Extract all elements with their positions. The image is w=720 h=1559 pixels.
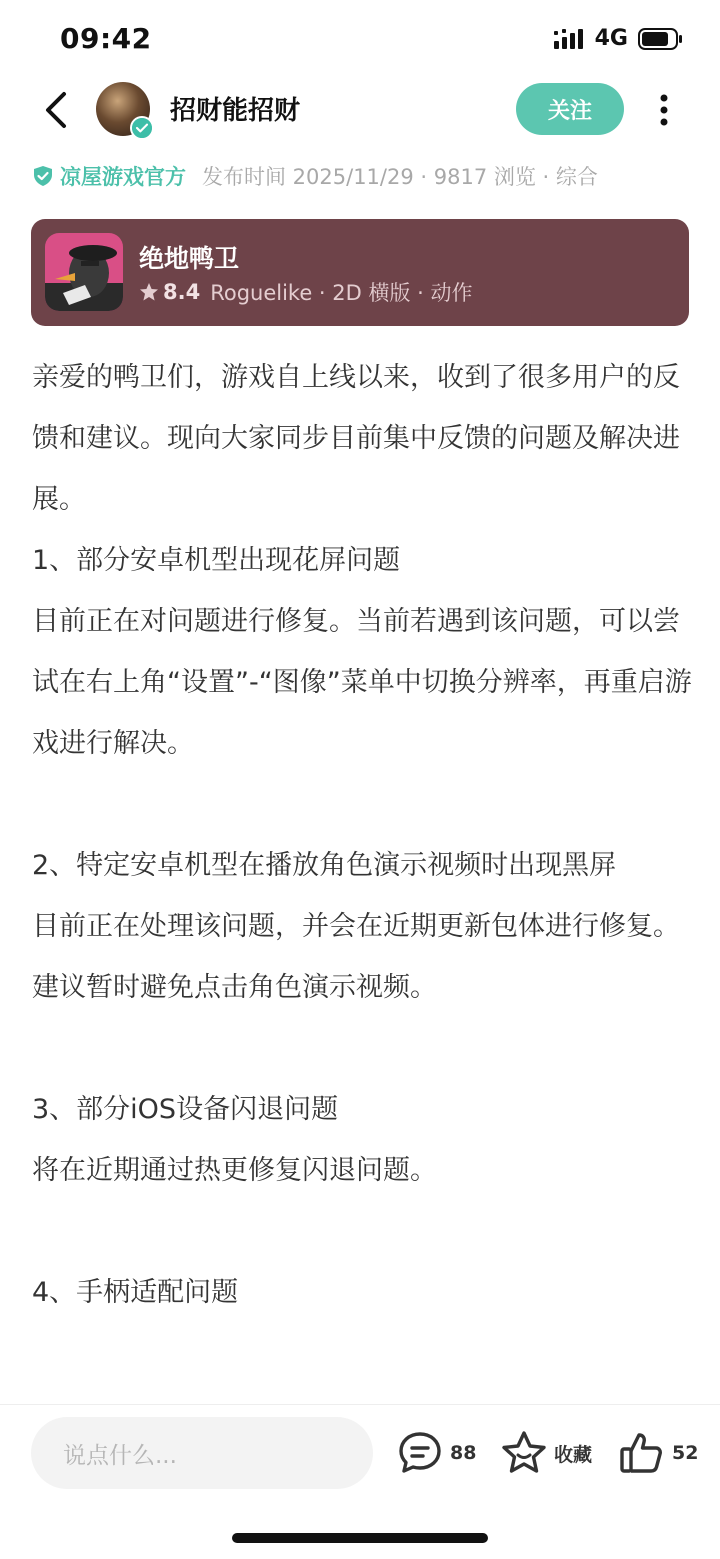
like-button[interactable] xyxy=(618,1429,698,1477)
network-label: 4G xyxy=(594,26,628,51)
author-name[interactable]: 招财能招财 xyxy=(170,96,301,126)
status-indicators xyxy=(553,26,684,51)
battery-icon xyxy=(638,27,684,51)
home-indicator xyxy=(232,1533,488,1543)
more-icon[interactable] xyxy=(652,90,676,130)
article-body xyxy=(32,347,692,1323)
star-icon xyxy=(139,282,159,302)
comment-icon xyxy=(396,1429,444,1477)
comment-input[interactable]: 说点什么... xyxy=(31,1417,373,1489)
article-paragraph: 亲爱的鸭卫们，游戏自上线以来，收到了很多用户的反馈和建议。现向大家同步目前集中反馈的问题及解决进展。 xyxy=(32,362,680,515)
article-blank-line xyxy=(32,1018,692,1079)
official-label[interactable]: 凉屋游戏官方 xyxy=(60,165,186,189)
thumbs-up-icon xyxy=(618,1429,666,1477)
status-time: 09:42 xyxy=(60,22,152,55)
article-paragraph: 目前正在对问题进行修复。当前若遇到该问题，可以尝试在右上角“设置”-“图像”菜单中切换分辨率，再重启游戏进行解决。 xyxy=(32,606,692,759)
comment-button[interactable] xyxy=(396,1429,476,1477)
favorite-button[interactable] xyxy=(500,1429,592,1477)
favorite-label: 收藏 xyxy=(554,1443,593,1466)
article-heading: 2、特定安卓机型在播放角色演示视频时出现黑屏 xyxy=(32,850,617,881)
verified-badge-icon xyxy=(130,116,154,140)
article-heading: 4、手柄适配问题 xyxy=(32,1277,239,1308)
article-heading: 1、部分安卓机型出现花屏问题 xyxy=(32,545,401,576)
like-count: 52 xyxy=(672,1442,699,1464)
official-shield-icon xyxy=(32,165,54,187)
back-icon[interactable] xyxy=(36,88,76,132)
game-card[interactable] xyxy=(31,219,689,326)
game-title: 绝地鸭卫 xyxy=(139,244,240,273)
article-heading: 3、部分iOS设备闪退问题 xyxy=(32,1094,339,1125)
publish-info: 发布时间 2025/11/29 · 9817 浏览 · 综合 xyxy=(202,165,598,189)
article-blank-line xyxy=(32,774,692,835)
nav-bar xyxy=(0,78,720,144)
game-meta xyxy=(139,277,473,307)
article-blank-line xyxy=(32,1201,692,1262)
post-meta xyxy=(32,158,598,194)
comment-count: 88 xyxy=(450,1442,477,1464)
favorite-star-icon xyxy=(500,1429,548,1477)
game-cover-icon xyxy=(45,233,123,311)
status-bar xyxy=(0,0,720,78)
signal-icon xyxy=(553,27,585,51)
follow-button[interactable]: 关注 xyxy=(516,83,624,135)
game-rating: 8.4 xyxy=(163,280,201,304)
article-paragraph: 将在近期通过热更修复闪退问题。 xyxy=(32,1155,437,1186)
article-paragraph: 目前正在处理该问题，并会在近期更新包体进行修复。建议暂时避免点击角色演示视频。 xyxy=(32,911,680,1003)
game-tags: Roguelike · 2D 横版 · 动作 xyxy=(210,281,473,305)
avatar[interactable] xyxy=(96,82,150,136)
